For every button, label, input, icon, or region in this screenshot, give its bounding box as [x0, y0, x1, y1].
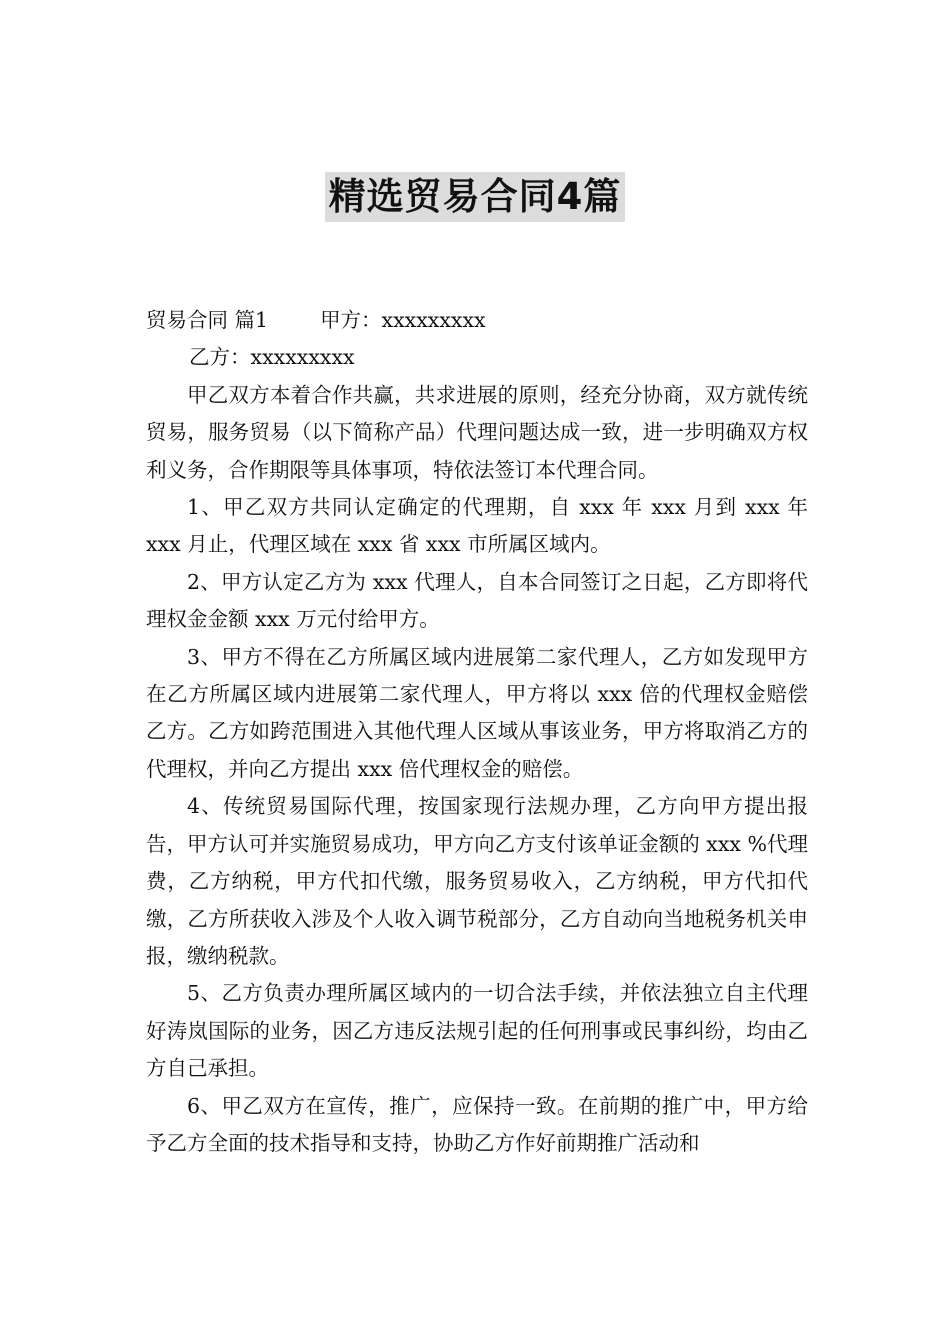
paragraph-clause-1: 1、甲乙双方共同认定确定的代理期，自 xxx 年 xxx 月到 xxx 年 xxx 月止，代理区域在 xxx 省 xxx 市所属区域内。: [146, 495, 808, 557]
section-heading: 贸易合同 篇1: [146, 308, 269, 332]
paragraph-clause-2: 2、甲方认定乙方为 xxx 代理人，自本合同签订之日起，乙方即将代理权金金额 xxx 万元付给甲方。: [146, 569, 808, 632]
paragraph-clause-3: 3、甲方不得在乙方所属区域内进展第二家代理人，乙方如发现甲方在乙方所属区域内进展第二家代理人，甲方将以 xxx 倍的代理权金赔偿乙方。乙方如跨范围进入其他代理人区域从事该业务，甲方将取消乙方的代理权，并向乙方提出 xxx 倍代理权金的赔偿。: [146, 644, 808, 781]
document-body: [146, 302, 808, 1162]
heading-line: [146, 302, 808, 339]
party-a-line: 甲方：xxxxxxxxx: [320, 308, 486, 332]
party-b-line: 乙方：xxxxxxxxx: [189, 345, 355, 370]
paragraph-clause-6: 6、甲乙双方在宣传，推广，应保持一致。在前期的推广中，甲方给予乙方全面的技术指导和支持，协助乙方作好前期推广活动和: [146, 1093, 808, 1155]
document-title: 精选贸易合同4篇: [325, 172, 626, 222]
paragraph-clause-4: 4、传统贸易国际代理，按国家现行法规办理，乙方向甲方提出报告，甲方认可并实施贸易成功，甲方向乙方支付该单证金额的 xxx %代理费，乙方纳税，甲方代扣代缴，服务贸易收入，乙方纳税，甲方代扣代缴，乙方所获收入涉及个人收入调节税部分，乙方自动向当地税务机关申报，缴纳税款。: [146, 794, 808, 968]
paragraph-intro: 甲乙双方本着合作共赢，共求进展的原则，经充分协商，双方就传统贸易，服务贸易（以下简称产品）代理问题达成一致，进一步明确双方权利义务，合作期限等具体事项，特依法签订本代理合同。: [146, 382, 808, 482]
paragraph-clause-5: 5、乙方负责办理所属区域内的一切合法手续，并依法独立自主代理好涛岚国际的业务，因乙方违反法规引起的任何刑事或民事纠纷，均由乙方自己承担。: [146, 981, 808, 1081]
title-block: [0, 172, 950, 222]
